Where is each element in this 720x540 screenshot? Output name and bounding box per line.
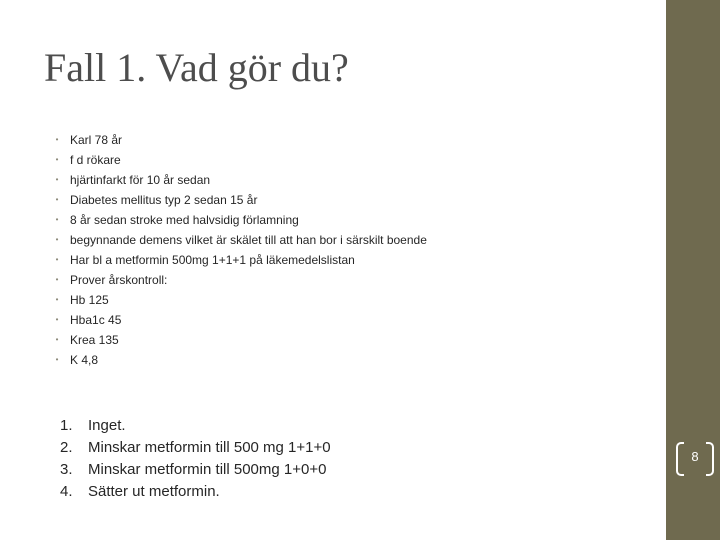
option-number: 2. (60, 439, 73, 456)
case-facts-list (52, 130, 492, 370)
answer-option (60, 415, 331, 437)
bullet-icon: • (55, 215, 59, 224)
answer-option (60, 481, 331, 503)
option-number: 3. (60, 461, 73, 478)
fact-text: Diabetes mellitus typ 2 sedan 15 år (70, 193, 258, 207)
bullet-icon: • (55, 315, 59, 324)
fact-text: Prover årskontroll: (70, 273, 168, 287)
list-item (52, 310, 492, 330)
list-item (52, 210, 492, 230)
option-text: Sätter ut metformin. (88, 483, 220, 500)
list-item (52, 150, 492, 170)
list-item (52, 130, 492, 150)
right-bracket-icon (706, 442, 714, 476)
list-item (52, 250, 492, 270)
option-number: 1. (60, 417, 73, 434)
bullet-icon: • (55, 295, 59, 304)
list-item (52, 270, 492, 290)
list-item (52, 230, 492, 250)
answer-option (60, 459, 331, 481)
bullet-icon: • (55, 195, 59, 204)
page-number-badge (676, 438, 716, 478)
fact-text: 8 år sedan stroke med halvsidig förlamning (70, 213, 299, 227)
bullet-icon: • (55, 155, 59, 164)
slide-title: Fall 1. Vad gör du? (44, 45, 349, 90)
page-number: 8 (691, 449, 699, 464)
option-text: Inget. (88, 417, 126, 434)
fact-text: Hba1c 45 (70, 313, 122, 327)
fact-text: Karl 78 år (70, 133, 123, 147)
list-item (52, 190, 492, 210)
answer-option (60, 437, 331, 459)
bullet-icon: • (55, 355, 59, 364)
bullet-icon: • (55, 135, 59, 144)
list-item (52, 330, 492, 350)
bullet-icon: • (55, 335, 59, 344)
bullet-icon: • (55, 235, 59, 244)
option-text: Minskar metformin till 500mg 1+0+0 (88, 461, 327, 478)
list-item (52, 350, 492, 370)
fact-text: K 4,8 (70, 353, 99, 367)
fact-text: begynnande demens vilket är skälet till att han bor i särskilt boende (70, 233, 427, 247)
list-item (52, 290, 492, 310)
option-text: Minskar metformin till 500 mg 1+1+0 (88, 439, 331, 456)
bullet-icon: • (55, 175, 59, 184)
option-number: 4. (60, 483, 73, 500)
fact-text: Har bl a metformin 500mg 1+1+1 på läkemedelslistan (70, 253, 355, 267)
bullet-icon: • (55, 275, 59, 284)
answer-options-list (60, 415, 331, 503)
bullet-icon: • (55, 255, 59, 264)
list-item (52, 170, 492, 190)
fact-text: f d rökare (70, 153, 121, 167)
fact-text: hjärtinfarkt för 10 år sedan (70, 173, 211, 187)
fact-text: Hb 125 (70, 293, 109, 307)
fact-text: Krea 135 (70, 333, 119, 347)
